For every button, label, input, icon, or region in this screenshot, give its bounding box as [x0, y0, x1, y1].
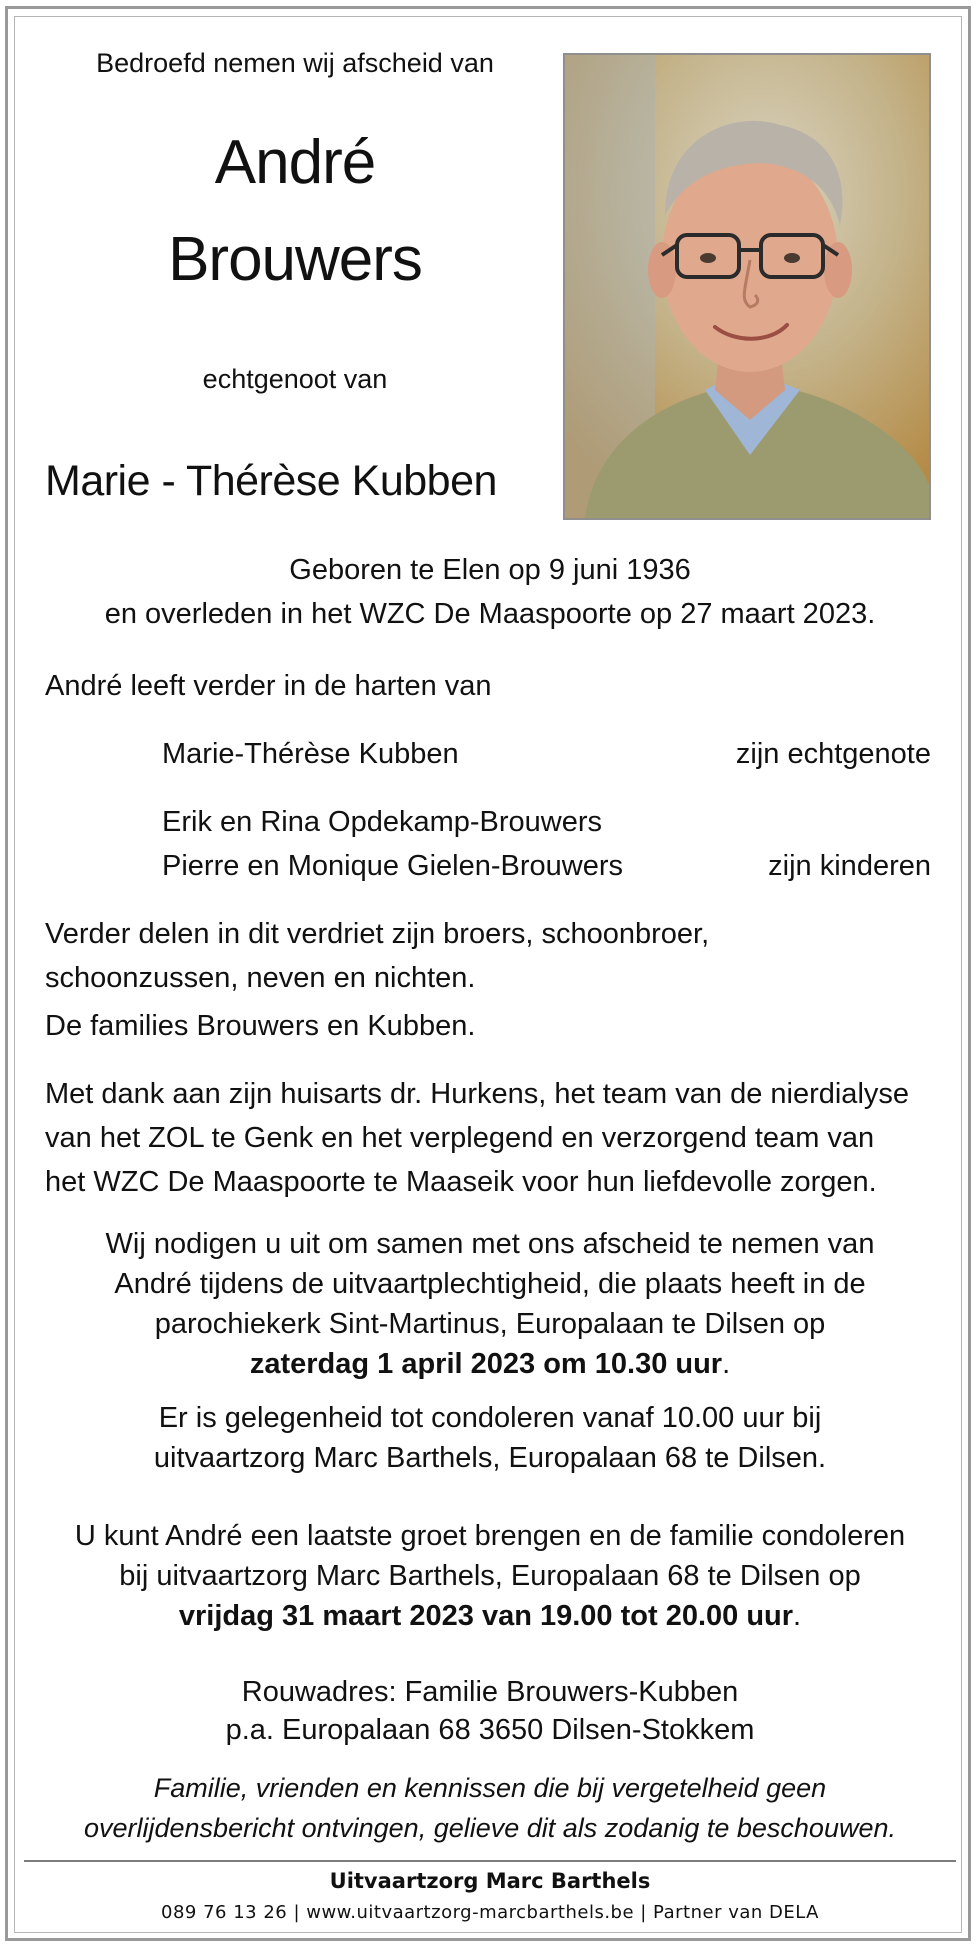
spouse-of-label: echtgenoot van [202, 364, 388, 394]
note-line [22, 1771, 958, 1805]
child-name: Pierre en Monique Gielen-Brouwers [162, 850, 623, 882]
condolence-line: uitvaartzorg Marc Barthels, Europalaan 68 te Dilsen. [153, 1442, 827, 1474]
children-relation: zijn kinderen [768, 850, 931, 882]
footer-divider [24, 1860, 956, 1862]
farewell-date-suffix: . [793, 1600, 802, 1632]
farewell-line: U kunt André een laatste groet brengen en de familie condoleren [74, 1520, 906, 1552]
birth-line: Geboren te Elen op 9 juni 1936 [289, 554, 691, 586]
funeral-date-bold: zaterdag 1 april 2023 om 10.30 uur [249, 1348, 723, 1380]
footer-contact-line: 089 76 13 26 | www.uitvaartzorg-marcbarthels.be | Partner van DELA [161, 1902, 819, 1923]
farewell-date-bold: vrijdag 31 maart 2023 van 19.00 tot 20.00 uur [178, 1600, 794, 1632]
survivor-spouse-name: Marie-Thérèse Kubben [162, 738, 459, 770]
death-line: en overleden in het WZC De Maaspoorte op 27 maart 2023. [104, 598, 876, 630]
intro-text: Bedroefd nemen wij afscheid van [96, 48, 494, 78]
thanks-line: van het ZOL te Genk en het verplegend en verzorgend team van [45, 1122, 875, 1154]
thanks-line: het WZC De Maaspoorte te Maaseik voor hun liefdevolle zorgen. [45, 1166, 877, 1198]
farewell-date [22, 1598, 958, 1635]
farewell-line: bij uitvaartzorg Marc Barthels, Europalaan 68 te Dilsen op [119, 1560, 861, 1592]
note-line-1: Familie, vrienden en kennissen die bij vergetelheid geen [153, 1773, 827, 1803]
note-line [22, 1811, 958, 1845]
child-name: Erik en Rina Opdekamp-Brouwers [162, 806, 603, 838]
thanks-line: Met dank aan zijn huisarts dr. Hurkens, het team van de nierdialyse [45, 1078, 910, 1110]
note-line-2: overlijdensbericht ontvingen, gelieve dit als zodanig te beschouwen. [83, 1813, 897, 1843]
survivor-spouse-relation: zijn echtgenote [735, 738, 931, 770]
family-line: Verder delen in dit verdriet zijn broers, schoonbroer, [45, 918, 710, 950]
funeral-date-suffix: . [722, 1348, 731, 1380]
condolence-line: Er is gelegenheid tot condoleren vanaf 10.00 uur bij [158, 1402, 822, 1434]
portrait-illustration [565, 55, 929, 518]
deceased-first-name: André [214, 128, 376, 197]
footer-company-name: Uitvaartzorg Marc Barthels [329, 1869, 651, 1893]
address-line: p.a. Europalaan 68 3650 Dilsen-Stokkem [225, 1714, 755, 1746]
portrait-photo [563, 53, 931, 520]
address-line: Rouwadres: Familie Brouwers-Kubben [241, 1676, 739, 1708]
funeral-line: André tijdens de uitvaartplechtigheid, die plaats heeft in de [114, 1268, 866, 1300]
family-line: De families Brouwers en Kubben. [45, 1010, 476, 1042]
funeral-date [22, 1346, 958, 1383]
survivors-intro: André leeft verder in de harten van [45, 670, 492, 702]
family-line: schoonzussen, neven en nichten. [45, 962, 476, 994]
funeral-line: Wij nodigen u uit om samen met ons afscheid te nemen van [105, 1228, 875, 1260]
deceased-last-name: Brouwers [168, 225, 422, 294]
spouse-name: Marie - Thérèse Kubben [45, 457, 497, 505]
funeral-line: parochiekerk Sint-Martinus, Europalaan te Dilsen op [154, 1308, 826, 1340]
